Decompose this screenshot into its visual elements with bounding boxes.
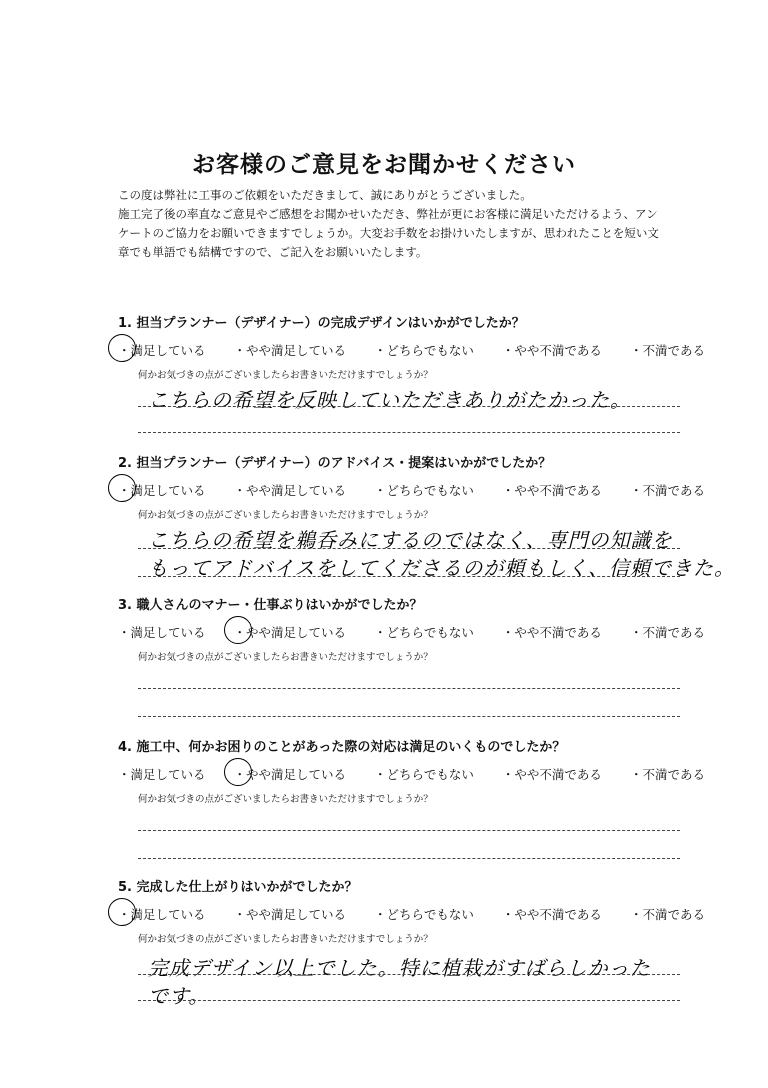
answer-line[interactable] bbox=[138, 716, 680, 717]
intro-line: 章でも単語でも結構ですので、ご記入をお願いいたします。 bbox=[118, 245, 428, 259]
handwritten-answer: こちらの希望を反映していただきありがたかった。 bbox=[148, 388, 631, 412]
option-dissatisfied[interactable] bbox=[630, 623, 705, 641]
option-label: ・やや満足している bbox=[233, 483, 347, 498]
option-label: ・満足している bbox=[118, 625, 206, 640]
option-label: ・どちらでもない bbox=[374, 343, 474, 358]
page-title: お客様のご意見をお聞かせください bbox=[192, 152, 576, 178]
option-neutral[interactable] bbox=[374, 481, 474, 499]
option-label: ・やや不満である bbox=[501, 767, 602, 782]
handwritten-answer: こちらの希望を鵜呑みにするのではなく、専門の知識を bbox=[148, 528, 673, 552]
option-dissatisfied[interactable] bbox=[630, 341, 705, 359]
question-5 bbox=[118, 876, 705, 1008]
option-label: ・満足している bbox=[118, 483, 206, 498]
answer-line[interactable] bbox=[138, 858, 680, 859]
answer-line[interactable] bbox=[138, 576, 680, 577]
option-label: ・どちらでもない bbox=[374, 625, 474, 640]
option-somewhat-dissatisfied[interactable] bbox=[502, 341, 602, 359]
option-label: ・やや満足している bbox=[233, 767, 347, 782]
answer-line[interactable] bbox=[138, 974, 680, 975]
option-label: ・満足している bbox=[118, 907, 206, 922]
intro-text bbox=[118, 186, 698, 262]
handwritten-answer: です。 bbox=[148, 984, 210, 1008]
option-label: ・不満である bbox=[629, 483, 705, 498]
option-dissatisfied[interactable] bbox=[630, 905, 705, 923]
comment-prompt: 何かお気づきの点がございましたらお書きいただけますでしょうか？ bbox=[138, 652, 433, 663]
rating-options bbox=[118, 481, 705, 499]
comment-prompt: 何かお気づきの点がございましたらお書きいただけますでしょうか？ bbox=[138, 934, 433, 945]
answer-line[interactable] bbox=[138, 830, 680, 831]
option-label: ・満足している bbox=[118, 767, 206, 782]
question-title: 4. 施工中、何かお困りのことがあった際の対応は満足のいくものでしたか？ bbox=[118, 740, 566, 755]
intro-line: ケートのご協力をお願いできますでしょうか。大変お手数をお掛けいたしますが、思われたことを短い文 bbox=[118, 226, 659, 240]
answer-line[interactable] bbox=[138, 1000, 680, 1001]
comment-prompt: 何かお気づきの点がございましたらお書きいただけますでしょうか？ bbox=[138, 794, 433, 805]
option-satisfied[interactable] bbox=[118, 623, 206, 641]
option-neutral[interactable] bbox=[374, 905, 474, 923]
question-4 bbox=[118, 736, 705, 805]
question-title: 2. 担当プランナー（デザイナー）のアドバイス・提案はいかがでしたか？ bbox=[118, 456, 552, 471]
intro-line: 施工完了後の率直なご意見やご感想をお聞かせいただき、弊社が更にお客様に満足いただけるよう、アン bbox=[118, 207, 658, 221]
question-title: 5. 完成した仕上がりはいかがでしたか？ bbox=[118, 880, 358, 895]
option-label: ・やや不満である bbox=[501, 907, 602, 922]
question-3 bbox=[118, 594, 705, 663]
handwritten-answer: もってアドバイスをしてくださるのが頼もしく、信頼できた。 bbox=[148, 556, 735, 580]
option-somewhat-dissatisfied[interactable] bbox=[502, 481, 602, 499]
option-satisfied[interactable] bbox=[118, 905, 206, 923]
rating-options bbox=[118, 341, 705, 359]
option-label: ・どちらでもない bbox=[374, 483, 474, 498]
option-label: ・やや満足している bbox=[233, 625, 347, 640]
option-somewhat-satisfied[interactable] bbox=[234, 765, 347, 783]
option-label: ・不満である bbox=[629, 767, 705, 782]
option-somewhat-satisfied[interactable] bbox=[234, 481, 347, 499]
comment-prompt: 何かお気づきの点がございましたらお書きいただけますでしょうか？ bbox=[138, 370, 433, 381]
question-2 bbox=[118, 452, 735, 580]
handwritten-answer: 完成デザイン以上でした。特に植栽がすばらしかった bbox=[148, 956, 651, 980]
option-neutral[interactable] bbox=[374, 341, 474, 359]
option-neutral[interactable] bbox=[374, 765, 474, 783]
rating-options bbox=[118, 623, 705, 641]
question-title: 3. 職人さんのマナー・仕事ぶりはいかがでしたか？ bbox=[118, 598, 423, 613]
comment-prompt: 何かお気づきの点がございましたらお書きいただけますでしょうか？ bbox=[138, 510, 433, 521]
rating-options bbox=[118, 765, 705, 783]
option-somewhat-satisfied[interactable] bbox=[234, 341, 347, 359]
option-label: ・不満である bbox=[629, 343, 705, 358]
option-label: ・やや不満である bbox=[501, 625, 602, 640]
answer-line[interactable] bbox=[138, 688, 680, 689]
option-somewhat-satisfied[interactable] bbox=[234, 623, 347, 641]
question-1 bbox=[118, 312, 705, 412]
option-label: ・どちらでもない bbox=[374, 907, 474, 922]
option-label: ・やや満足している bbox=[233, 907, 347, 922]
answer-line[interactable] bbox=[138, 406, 680, 407]
answer-line[interactable] bbox=[138, 548, 680, 549]
option-neutral[interactable] bbox=[374, 623, 474, 641]
option-somewhat-dissatisfied[interactable] bbox=[502, 623, 602, 641]
option-satisfied[interactable] bbox=[118, 481, 206, 499]
option-somewhat-satisfied[interactable] bbox=[234, 905, 347, 923]
option-label: ・どちらでもない bbox=[374, 767, 474, 782]
option-dissatisfied[interactable] bbox=[630, 481, 705, 499]
option-somewhat-dissatisfied[interactable] bbox=[502, 765, 602, 783]
option-label: ・不満である bbox=[629, 907, 705, 922]
option-label: ・やや不満である bbox=[501, 483, 602, 498]
option-somewhat-dissatisfied[interactable] bbox=[502, 905, 602, 923]
intro-line: この度は弊社に工事のご依頼をいただきまして、誠にありがとうございました。 bbox=[118, 188, 532, 202]
option-satisfied[interactable] bbox=[118, 341, 206, 359]
option-label: ・不満である bbox=[629, 625, 705, 640]
option-label: ・やや不満である bbox=[501, 343, 602, 358]
rating-options bbox=[118, 905, 705, 923]
option-label: ・やや満足している bbox=[233, 343, 347, 358]
option-dissatisfied[interactable] bbox=[630, 765, 705, 783]
answer-line[interactable] bbox=[138, 432, 680, 433]
option-label: ・満足している bbox=[118, 343, 206, 358]
question-title: 1. 担当プランナー（デザイナー）の完成デザインはいかがでしたか？ bbox=[118, 316, 525, 331]
option-satisfied[interactable] bbox=[118, 765, 206, 783]
